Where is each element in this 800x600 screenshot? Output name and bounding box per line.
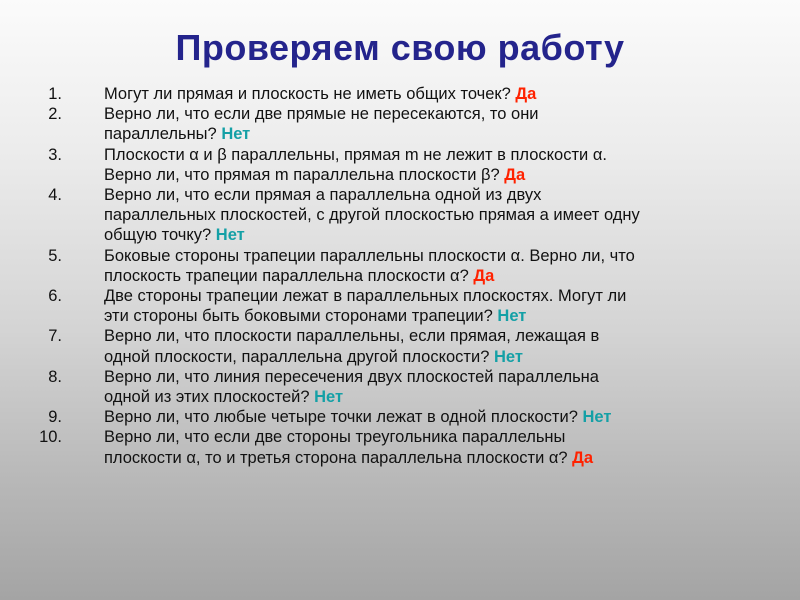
question-item	[0, 84, 800, 104]
question-line: Плоскости α и β параллельны, прямая m не лежит в плоскости α.	[104, 145, 607, 164]
question-line: Верно ли, что прямая m параллельна плоскости β?	[104, 165, 505, 184]
answer-label: Нет	[221, 125, 251, 144]
question-item	[0, 104, 800, 144]
question-number: 3.	[48, 145, 62, 164]
question-number: 1.	[48, 85, 62, 103]
question-item	[0, 145, 800, 185]
question-line: одной из этих плоскостей?	[104, 388, 315, 407]
answer-label: Да	[572, 448, 594, 467]
question-text	[104, 326, 744, 366]
question-item	[0, 427, 800, 467]
question-number: 4.	[48, 186, 62, 205]
question-line: параллельных плоскостей, с другой плоскостью прямая а имеет одну	[104, 206, 640, 225]
question-line: Верно ли, что плоскости параллельны, если прямая, лежащая в	[104, 327, 600, 346]
question-text	[104, 246, 744, 286]
question-item	[0, 185, 800, 246]
question-text	[104, 367, 744, 407]
question-line: Две стороны трапеции лежат в параллельных плоскостях. Могут ли	[104, 287, 627, 306]
question-line: Боковые стороны трапеции параллельны плоскости α. Верно ли, что	[104, 246, 635, 265]
question-line: параллельны?	[104, 125, 222, 144]
question-line: Верно ли, что линия пересечения двух плоскостей параллельна	[104, 367, 599, 386]
answer-label: Нет	[314, 388, 344, 407]
answer-label: Да	[504, 165, 526, 184]
question-number: 6.	[48, 287, 62, 306]
question-text	[104, 145, 744, 185]
answer-label: Да	[473, 266, 495, 285]
question-number: 9.	[48, 408, 62, 427]
question-line: плоскость трапеции параллельна плоскости α?	[104, 266, 474, 285]
question-number: 10.	[39, 428, 62, 447]
question-line: одной плоскости, параллельна другой плоскости?	[104, 347, 494, 366]
slide-title: Проверяем свою работу	[175, 27, 625, 68]
answer-label: Да	[515, 85, 537, 103]
question-list	[0, 84, 800, 468]
question-number: 5.	[48, 246, 62, 265]
question-number: 7.	[48, 327, 62, 346]
question-text	[104, 286, 744, 326]
question-number: 2.	[48, 105, 62, 124]
question-text	[104, 84, 744, 104]
answer-label: Нет	[215, 226, 245, 245]
question-line: Верно ли, что любые четыре точки лежат в одной плоскости?	[104, 408, 583, 427]
question-line: Верно ли, что если две прямые не пересекаются, то они	[104, 105, 539, 124]
question-item	[0, 326, 800, 366]
question-line: Могут ли прямая и плоскость не иметь общих точек?	[104, 85, 516, 103]
question-text	[104, 427, 744, 467]
question-text	[104, 185, 744, 246]
question-item	[0, 367, 800, 407]
answer-label: Нет	[582, 408, 612, 427]
question-line: плоскости α, то и третья сторона параллельна плоскости α?	[104, 448, 573, 467]
question-line: эти стороны быть боковыми сторонами трапеции?	[104, 307, 498, 326]
question-text	[104, 104, 744, 144]
answer-label: Нет	[493, 347, 523, 366]
question-number: 8.	[48, 367, 62, 386]
answer-label: Нет	[497, 307, 527, 326]
question-item	[0, 246, 800, 286]
question-line: Верно ли, что если две стороны треугольника параллельны	[104, 428, 566, 447]
question-item	[0, 286, 800, 326]
question-text	[104, 407, 744, 427]
question-line: общую точку?	[104, 226, 216, 245]
question-line: Верно ли, что если прямая а параллельна одной из двух	[104, 186, 542, 205]
question-item	[0, 407, 800, 427]
